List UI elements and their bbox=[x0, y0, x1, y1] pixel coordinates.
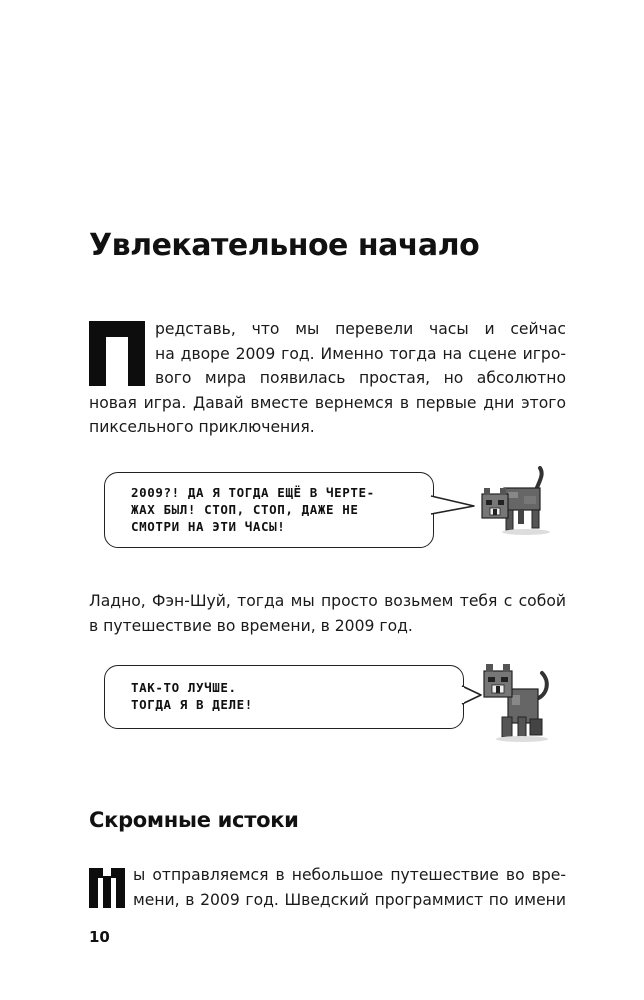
pixel-cat-sitting-icon bbox=[478, 655, 558, 745]
paragraph-line: новая игра. Давай вместе вернемся в первые дни этого bbox=[89, 393, 566, 412]
bubble-line: ЖАХ БЫЛ! СТОП, СТОП, ДАЖЕ НЕ bbox=[131, 502, 359, 517]
transition-paragraph bbox=[89, 589, 566, 638]
speech-bubble-2 bbox=[104, 665, 464, 729]
paragraph-line: ы отправляемся в небольшое путешествие во вре- bbox=[133, 866, 566, 884]
bubble-line: СМОТРИ НА ЭТИ ЧАСЫ! bbox=[131, 519, 286, 534]
chapter-heading: Увлекательное начало bbox=[89, 228, 480, 263]
origins-paragraph bbox=[89, 863, 566, 912]
section-heading: Скромные истоки bbox=[89, 808, 299, 832]
bubble-2-text bbox=[131, 679, 253, 713]
speech-bubble-1 bbox=[104, 472, 434, 548]
bubble-line: ТОГДА Я В ДЕЛЕ! bbox=[131, 697, 253, 712]
paragraph-line: мени, в 2009 год. Шведский программист по имени bbox=[133, 890, 566, 909]
paragraph-line: в путешествие во времени, в 2009 год. bbox=[89, 616, 413, 635]
bubble-line: ТАК-ТО ЛУЧШЕ. bbox=[131, 680, 237, 695]
bubble-line: 2009?! ДА Я ТОГДА ЕЩЁ В ЧЕРТЕ- bbox=[131, 485, 375, 500]
intro-paragraph bbox=[89, 317, 566, 440]
page-number: 10 bbox=[89, 928, 110, 946]
bubble-1-text bbox=[131, 484, 375, 535]
paragraph-line: редставь, что мы перевели часы и сейчас bbox=[155, 320, 566, 338]
paragraph-line: вого мира появилась простая, но абсолютно bbox=[155, 369, 566, 387]
paragraph-line: на дворе 2009 год. Именно тогда на сцене игро- bbox=[155, 344, 566, 363]
bubble-1-tail bbox=[430, 492, 478, 522]
pixel-cat-icon bbox=[474, 466, 566, 538]
paragraph-line: пиксельного приключения. bbox=[89, 418, 315, 436]
paragraph-line: Ладно, Фэн-Шуй, тогда мы просто возьмем тебя с собой bbox=[89, 592, 566, 610]
